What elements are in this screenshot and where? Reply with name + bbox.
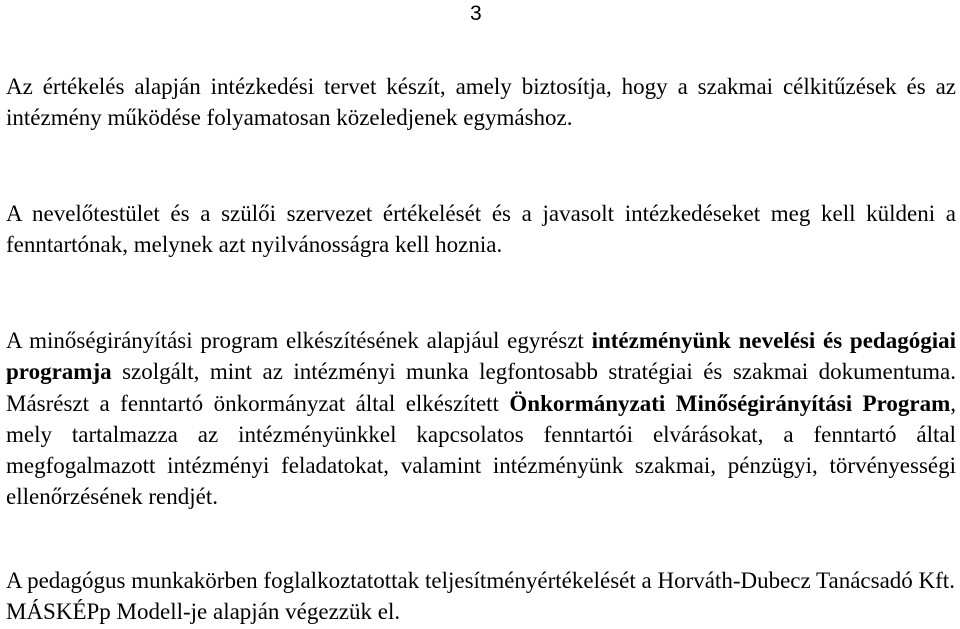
page-number: 3 <box>470 2 482 25</box>
paragraph-publication: A nevelőtestület és a szülői szervezet értékelését és a javasolt intézkedéseket meg kell küldeni a fenntartónak, melynek azt nyilvánosságra kell hoznia. <box>6 201 956 258</box>
bold-pedagogical-program: intézményünk nevelési és pedagógiai programja <box>6 328 956 385</box>
paragraph-quality-program-basis <box>6 325 956 513</box>
paragraph-text-segment: A minőségirányítási program elkészítésének alapjául egyrészt <box>6 328 592 353</box>
bold-municipal-quality-program: Önkormányzati Minőségirányítási Program <box>509 390 951 416</box>
paragraph-performance-evaluation: A pedagógus munkakörben foglalkoztatottak teljesítményértékelését a Horváth-Dubecz Tanácsadó Kft. MÁSKÉPp Modell-je alapján végezzük el. <box>6 568 955 625</box>
paragraph-text-segment: szolgált, mint az intézményi munka legfontosabb stratégiai és szakmai dokumentuma. Másrészt a fenntartó önkormányzat által elkészített <box>6 359 956 416</box>
paragraph-text-segment: , mely tartalmazza az intézményünkkel kapcsolatos fenntartói elvárásokat, a fenntartó által megfogalmazott intézményi feladatokat, valamint intézményünk szakmai, pénzügyi, törvényességi ellenőrzésének rendjét. <box>6 390 957 510</box>
paragraph-evaluation-action-plan: Az értékelés alapján intézkedési tervet készít, amely biztosítja, hogy a szakmai célkitűzések és az intézmény működése folyamatosan közeledjenek egymáshoz. <box>6 74 956 131</box>
